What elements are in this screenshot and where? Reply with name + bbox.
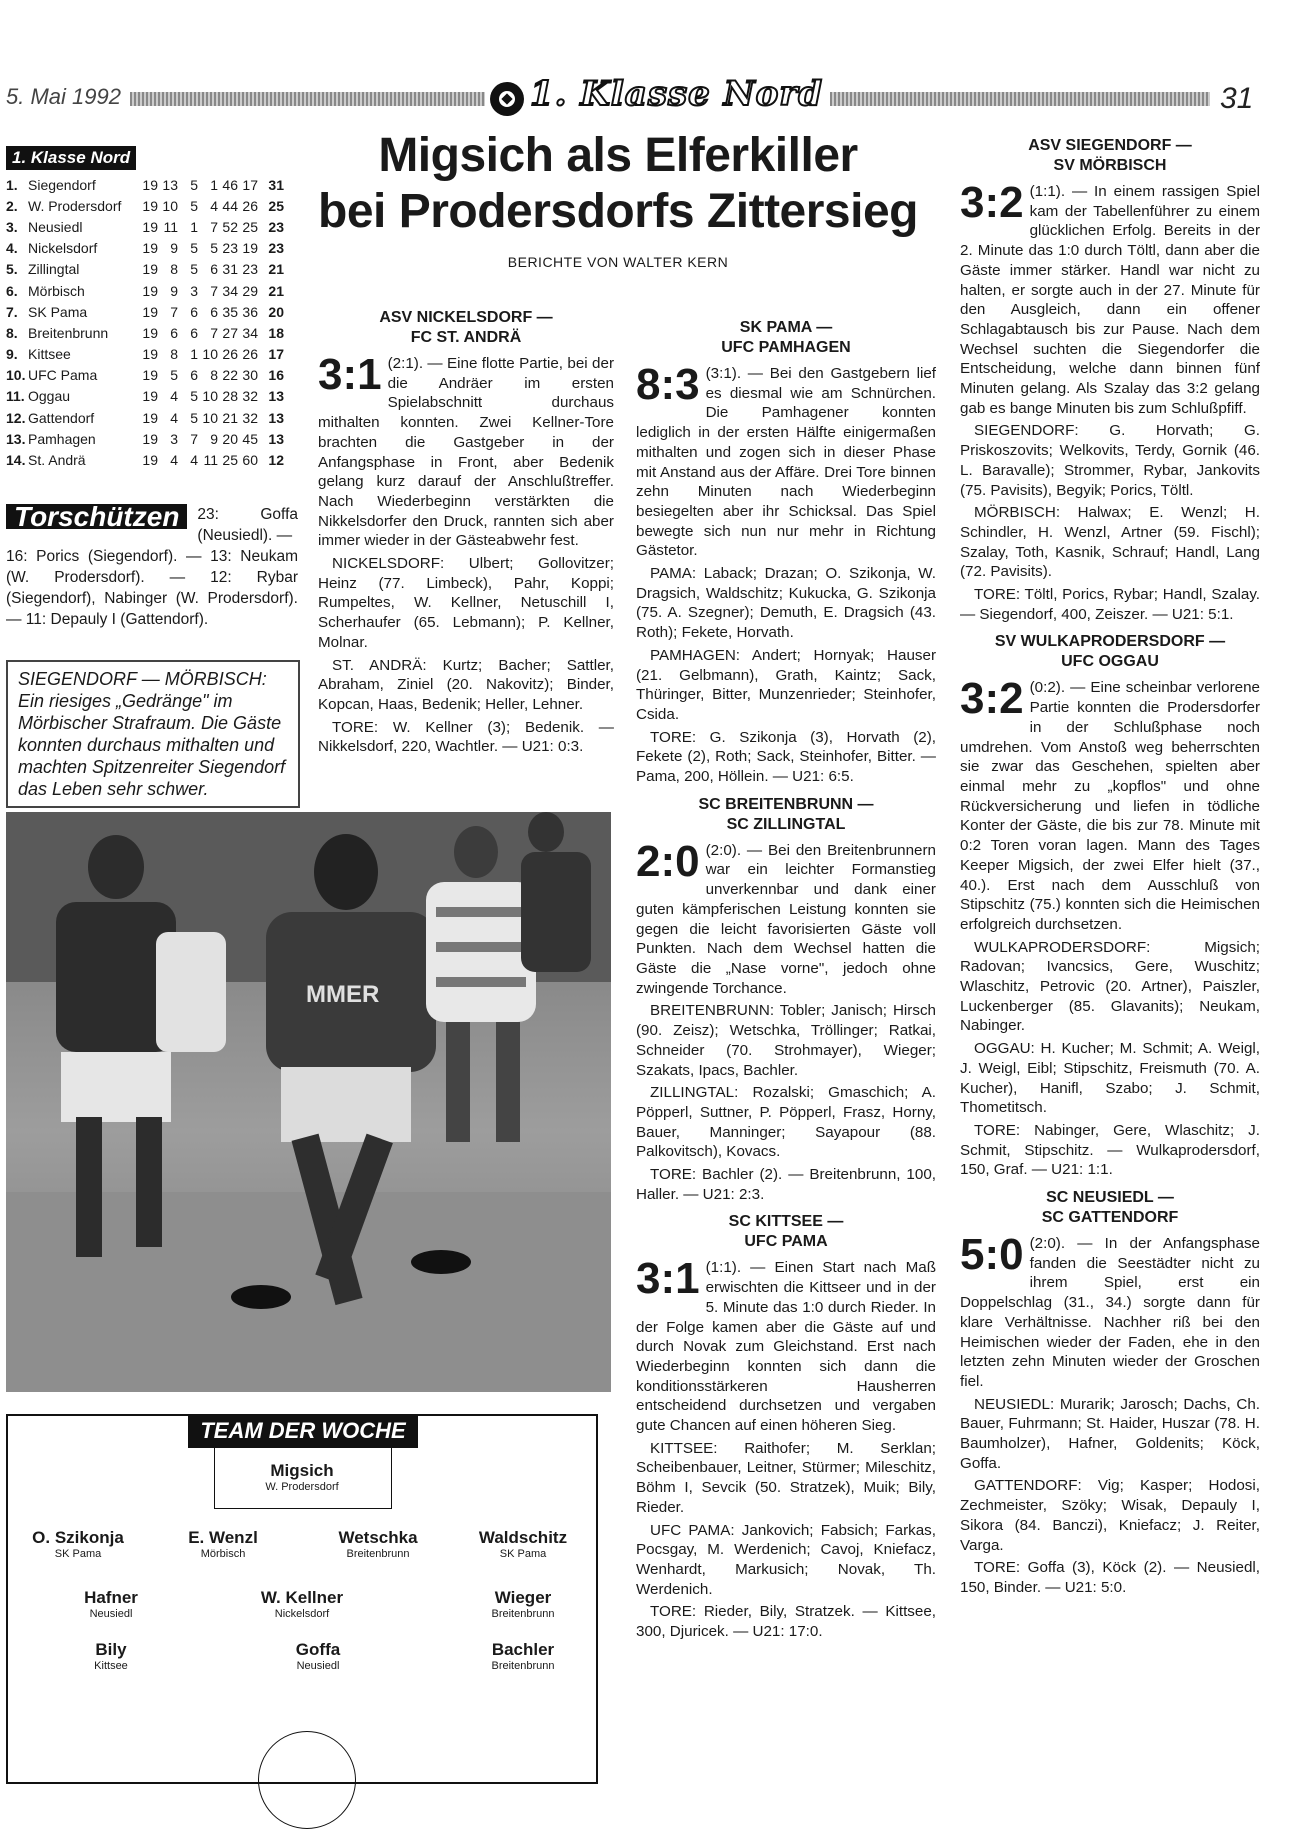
team-of-week-title: TEAM DER WOCHE	[188, 1414, 418, 1448]
player-name: Goffa	[295, 1640, 341, 1659]
player-10	[243, 1640, 393, 1672]
standings-cell-d: 5	[190, 388, 198, 405]
player-club: Mörbisch	[200, 1548, 246, 1560]
standings-cell-gf: 26	[222, 346, 238, 363]
player-5	[448, 1528, 598, 1560]
standings-cell-ga: 29	[242, 282, 258, 299]
standings-cell-w: 9	[170, 240, 178, 257]
header-rule-right	[830, 92, 1210, 106]
section-title: 1. Klasse Nord	[530, 74, 824, 114]
standings-row	[6, 259, 296, 280]
svg-text:MMER: MMER	[306, 981, 380, 1008]
match-report-neusiedl-gattendorf	[960, 1188, 1260, 1598]
match-away: FC ST. ANDRÄ	[410, 329, 522, 346]
standings-cell-pos: 9.	[6, 346, 18, 363]
standings-cell-l: 7	[210, 324, 218, 341]
match-report-kittsee-ufc-pama	[636, 1212, 936, 1641]
standings-cell-pos: 14.	[6, 452, 26, 469]
player-9	[36, 1640, 186, 1672]
standings-cell-pos: 3.	[6, 218, 18, 235]
standings-cell-w: 10	[162, 197, 178, 214]
match-report-breitenbrunn-zillingtal	[636, 795, 936, 1205]
player-club: W. Prodersdorf	[265, 1481, 339, 1493]
player-club: Breitenbrunn	[491, 1608, 555, 1620]
standings-cell-team: Oggau	[28, 388, 71, 405]
match-text: (2:1). — Eine flotte Partie, bei der die Andräer im ersten Spielabschnitt durchaus mithalten konnten. Zwei Kellner-Tore brachten die Gastgeber in der Anfangsphase in Front, aber Bedenik gelang kurz darauf der Anschlußtreffer. Nach Wiederbeginn verstärkten die Nikkelsdorfer den Druck, rannten sich aber immer wieder in der Gästeabwehr fest.	[318, 355, 614, 550]
standings-cell-ga: 34	[242, 324, 258, 341]
standings-cell-pts: 23	[268, 240, 284, 257]
headline-line-2: bei Prodersdorfs Zittersieg	[318, 185, 918, 238]
standings-cell-team: Siegendorf	[28, 176, 96, 193]
standings-cell-pts: 13	[268, 388, 284, 405]
match-text: (2:0). — Bei den Breitenbrunnern war ein leichter Formanstieg unverkennbar und dank einer guten kämpferischen Leistung konnten sie gegen die leicht favorisierten Gäste voll Punkten. Nach dem Wechsel hatten die Gäste die „Nase vorne", jedoch ohne zwingende Torchance.	[636, 841, 936, 997]
photo-caption: SIEGENDORF — MÖRBISCH: Ein riesiges „Gedränge" im Mörbischer Strafraum. Die Gäste konnten durchaus mithalten und machten Spitzenreiter Siegendorf das Leben sehr schwer.	[6, 660, 300, 808]
standings-cell-pos: 8.	[6, 324, 18, 341]
standings-cell-w: 5	[170, 367, 178, 384]
standings-cell-p: 19	[142, 240, 158, 257]
standings-cell-l: 5	[210, 240, 218, 257]
player-name: O. Szikonja	[32, 1528, 124, 1547]
standings-table	[6, 146, 296, 471]
standings-row	[6, 344, 296, 365]
standings-cell-l: 1	[210, 176, 218, 193]
match-away: SC ZILLINGTAL	[726, 815, 846, 833]
standings-cell-p: 19	[142, 430, 158, 447]
lineup-away: GATTENDORF: Vig; Kasper; Hodosi, Zechmeister, Szöky; Wisak, Depauly I, Sikora (84. Banczi), Kniefacz; J. Reiter, Varga.	[960, 1477, 1260, 1554]
standings-cell-ga: 30	[242, 367, 258, 384]
standings-cell-l: 7	[210, 218, 218, 235]
lineup-home: PAMA: Laback; Drazan; O. Szikonja, W. Dragsich, Waldschitz; Kukucka, G. Szikonja (75. A. Szegner); Demuth, E. Dragsich (43. Roth); Fekete, Horvath.	[636, 565, 936, 642]
match-text: (3:1). — Bei den Gastgebern lief es diesmal wie am Schnürchen. Die Pamhagener konnten lediglich in der ersten Hälfte einigermaßen mithalten und zogen sich in dieser Phase mit Anstand aus der Affäre. Drei Tore binnen zehn Minuten nach Wiederbeginn besiegelten aber ihr Schicksal. Das Spiel bewegte sich nun nur mehr in Richtung Gästetor.	[636, 365, 936, 560]
standings-cell-gf: 25	[222, 452, 238, 469]
goals: TORE: Töltl, Porics, Rybar; Handl, Szalay. — Siegendorf, 400, Zeiszer. — U21: 5:1.	[960, 586, 1260, 623]
team-of-week	[6, 1414, 598, 1784]
standings-row	[6, 195, 296, 216]
player-club: Kittsee	[94, 1660, 128, 1672]
standings-cell-pts: 13	[268, 430, 284, 447]
match-home: ASV SIEGENDORF —	[1028, 137, 1192, 154]
header-rule-left	[130, 92, 485, 106]
standings-row	[6, 280, 296, 301]
standings-cell-w: 11	[163, 218, 178, 235]
standings-cell-pts: 21	[268, 261, 284, 278]
standings-cell-team: Mörbisch	[28, 282, 85, 299]
standings-cell-pts: 20	[268, 303, 284, 320]
standings-row	[6, 386, 296, 407]
standings-cell-pts: 23	[268, 218, 284, 235]
standings-cell-p: 19	[142, 388, 158, 405]
player-name: W. Kellner	[260, 1588, 344, 1607]
standings-cell-p: 19	[142, 303, 158, 320]
standings-cell-w: 8	[170, 261, 178, 278]
standings-cell-d: 5	[190, 261, 198, 278]
standings-cell-l: 6	[210, 303, 218, 320]
standings-row	[6, 449, 296, 470]
standings-cell-pos: 2.	[6, 197, 18, 214]
player-name: Wetschka	[338, 1528, 418, 1547]
standings-cell-gf: 46	[222, 176, 238, 193]
standings-row	[6, 322, 296, 343]
standings-cell-l: 6	[210, 261, 218, 278]
standings-cell-p: 19	[142, 409, 158, 426]
scorers-text: 16: Porics (Siegendorf). — 13: Neukam (W. Prodersdorf). — 12: Rybar (Siegendorf), Nabinger (W. Prodersdorf). — 11: Depauly I (Gattendorf).	[6, 548, 298, 628]
match-home: SC KITTSEE —	[728, 1213, 844, 1231]
standings-cell-gf: 23	[222, 240, 238, 257]
lineup-away: ZILLINGTAL: Rozalski; Gmaschich; A. Pöpperl, Suttner, P. Pöpperl, Frasz, Horny, Bauer, Manninger; Sayapour (88. Palkovitsch), Kovacs.	[636, 1084, 936, 1161]
match-text: (1:1). — In einem rassigen Spiel kam der Tabellenführer zu einem glücklichen Erfolg. Bereits in der 2. Minute das 1:0 durch Töltl, dann aber die Gäste immer stärker. Handl war nicht zu halten, er sorgte auch in der 27. Minute für den Ausgleich, dann ein offener Schlagabtausch bis zur Pause. Nach dem Wechsel suchten die Siegendorfer die Entscheidung, welche dann binnen fünf Minuten gelang. Als Szalay das 3:2 gelang gab es bange Minuten bis zum Schlußpfiff.	[960, 183, 1260, 417]
player-7	[227, 1588, 377, 1620]
goals: TORE: Goffa (3), Köck (2). — Neusiedl, 150, Binder. — U21: 5:0.	[960, 1559, 1260, 1596]
goals: TORE: Rieder, Bily, Stratzek. — Kittsee, 300, Djuricek. — U21: 17:0.	[636, 1603, 936, 1641]
lineup-home: SIEGENDORF: G. Horvath; G. Priskoszovits; Welkovits, Terdy, Gornik (46. L. Baravalle); Strommer, Rybar, Jankovits (75. Pavisits), Begyik; Porics, Töltl.	[960, 422, 1260, 499]
lineup-away: OGGAU: H. Kucher; M. Schmit; A. Weigl, J. Weigl, Eibl; Stipschitz, Freismuth (70. A. Kucher), Hanifl, Szabo; J. Schmit, Thometitsch.	[960, 1040, 1260, 1117]
standings-cell-gf: 34	[222, 282, 238, 299]
lineup-home: WULKAPRODERSDORF: Migsich; Radovan; Ivancsics, Gere, Wuschitz; Wlaschitz, Petrovic (20. Artner), Paiszler, Luckenberger (85. Glavanits); Neukam, Nabinger.	[960, 938, 1260, 1035]
standings-cell-team: Gattendorf	[28, 409, 95, 426]
player-6	[36, 1588, 186, 1620]
player-club: Neusiedl	[89, 1608, 133, 1620]
player-name: Bachler	[491, 1640, 555, 1659]
standings-cell-ga: 23	[242, 261, 258, 278]
standings-cell-d: 6	[190, 367, 198, 384]
goals: TORE: G. Szikonja (3), Horvath (2), Fekete (2), Roth; Sack, Steinhofer, Bitter. — Pama, 200, Höllein. — U21: 6:5.	[636, 728, 936, 786]
football-icon	[490, 82, 524, 116]
standings-cell-w: 3	[170, 430, 178, 447]
standings-cell-d: 7	[190, 430, 198, 447]
standings-cell-p: 19	[142, 346, 158, 363]
standings-cell-team: W. Prodersdorf	[28, 197, 122, 214]
issue-date: 5. Mai 1992	[6, 84, 121, 109]
match-score: 3:1	[636, 1254, 700, 1304]
standings-cell-ga: 36	[242, 303, 258, 320]
standings-cell-p: 19	[142, 197, 158, 214]
column-3	[636, 310, 936, 1645]
standings-cell-ga: 60	[242, 452, 258, 469]
player-name: E. Wenzl	[188, 1528, 258, 1547]
standings-cell-pos: 6.	[6, 282, 18, 299]
standings-cell-ga: 26	[242, 197, 258, 214]
standings-cell-p: 19	[142, 218, 158, 235]
standings-cell-gf: 44	[222, 197, 238, 214]
player-club: Breitenbrunn	[491, 1660, 555, 1672]
standings-cell-ga: 17	[242, 176, 258, 193]
match-away: SV MÖRBISCH	[1053, 157, 1167, 174]
standings-cell-ga: 32	[242, 388, 258, 405]
standings-cell-pos: 1.	[6, 176, 18, 193]
match-photo	[6, 812, 611, 1392]
lineup-home: KITTSEE: Raithofer; M. Serklan; Scheibenbauer, Leitner, Stürmer; Mileschitz, Böhm I, Sevcik (50. Stratzek), Muik; Bily, Rieder.	[636, 1439, 936, 1516]
players-illustration	[6, 812, 611, 1392]
standings-cell-l: 10	[202, 346, 218, 363]
scorers-box	[6, 501, 298, 630]
standings-cell-l: 7	[210, 282, 218, 299]
match-score: 8:3	[636, 360, 700, 409]
match-text: (1:1). — Einen Start nach Maß erwischten die Kittseer und in der 5. Minute das 1:0 durch Rieder. In der Folge kamen aber die Gäste auf und durch Novak zum Gleichstand. Erst nach Wiederbeginn konnten sich dann die konditionsstärkeren Hausherren entscheidend durchsetzen und vergaben gute Chancen auf einen höheren Sieg.	[636, 1259, 936, 1435]
standings-cell-pos: 13.	[6, 430, 26, 447]
column-4	[960, 136, 1260, 1601]
standings-cell-d: 1	[190, 218, 198, 235]
lineup-home: NEUSIEDL: Murarik; Jarosch; Dachs, Ch. Bauer, Fuhrmann; St. Haider, Huszar (78. H. Baumholzer), Hafner, Goldenits; Köck, Goffa.	[960, 1395, 1260, 1472]
player-club: Neusiedl	[296, 1660, 340, 1672]
standings-cell-w: 4	[170, 409, 178, 426]
standings-cell-d: 6	[190, 303, 198, 320]
scorers-lead: 23: Goffa (Neusiedl). —	[197, 506, 298, 544]
lineup-home: BREITENBRUNN: Tobler; Janisch; Hirsch (90. Zeisz); Wetschka, Tröllinger; Ratkai, Schneider (70. Strohmayer), Wieger; Szakats, Ipacs, Bachler.	[636, 1002, 936, 1079]
centre-circle	[258, 1731, 356, 1829]
standings-cell-l: 11	[203, 452, 218, 469]
goals: TORE: W. Kellner (3); Bedenik. — Nikkelsdorf, 220, Wachtler. — U21: 0:3.	[318, 718, 614, 756]
player-club: Breitenbrunn	[346, 1548, 410, 1560]
match-home: SK PAMA —	[739, 319, 833, 336]
player-4	[303, 1528, 453, 1560]
standings-cell-w: 4	[170, 388, 178, 405]
standings-cell-gf: 31	[222, 261, 238, 278]
match-report-siegendorf-moerbisch	[960, 136, 1260, 624]
standings-cell-team: Nickelsdorf	[28, 240, 98, 257]
standings-cell-w: 7	[170, 303, 178, 320]
standings-cell-pos: 10.	[6, 367, 26, 384]
match-score: 3:2	[960, 674, 1024, 724]
standings-cell-pos: 12.	[6, 409, 26, 426]
player-name: Hafner	[84, 1588, 138, 1607]
standings-cell-w: 8	[170, 346, 178, 363]
standings-cell-d: 1	[190, 346, 198, 363]
match-report-wulkaprodersdorf-oggau	[960, 632, 1260, 1180]
standings-cell-gf: 52	[222, 218, 238, 235]
player-name: Migsich	[270, 1461, 334, 1480]
standings-row	[6, 216, 296, 237]
scorers-title: Torschützen	[6, 504, 187, 529]
lineup-away: PAMHAGEN: Andert; Hornyak; Hauser (21. Gelbmann), Grath, Kaintz; Sack, Thüringer, Bitter, Munzenrieder; Steinhofer, Csida.	[636, 646, 936, 723]
standings-cell-w: 13	[162, 176, 178, 193]
standings-cell-ga: 26	[242, 346, 258, 363]
standings-rows	[6, 174, 296, 471]
standings-cell-ga: 25	[242, 218, 258, 235]
lineup-home: NICKELSDORF: Ulbert; Gollovitzer; Heinz (77. Limbeck), Pahr, Koppi; Rumpeltes, W. Kellner, Netuschill I, Scherhaufer (65. Lebmann); P. Kellner, Molnar.	[318, 555, 614, 651]
standings-cell-l: 4	[210, 197, 218, 214]
match-home: ASV NICKELSDORF —	[379, 309, 553, 326]
standings-cell-p: 19	[142, 452, 158, 469]
standings-cell-team: Zillingtal	[28, 261, 80, 278]
goals: TORE: Bachler (2). — Breitenbrunn, 100, Haller. — U21: 2:3.	[636, 1166, 936, 1203]
match-text: (0:2). — Eine scheinbar verlorene Partie konnten die Prodersdorfer in der Schlußphase noch umdrehen. Vom Anstoß weg beherrschten sie zwar das Geschehen, spielten aber einmal mehr zu „kopflos" und ohne Rückversicherung und liefen in tödliche Konter der Gäste, die bis zur 78. Minute mit 0:2 Toren voran lagen. Mann des Tages Keeper Migsich, der zwei Elfer hielt (37., 40.). Erst nach dem Ausschluß von Stipschitz (75.) konnten sich die Heimischen erfolgreich durchsetzen.	[960, 679, 1260, 933]
player-name: Waldschitz	[478, 1528, 568, 1547]
match-home: SC BREITENBRUNN —	[698, 795, 874, 813]
standings-cell-p: 19	[142, 324, 158, 341]
standings-cell-d: 5	[190, 409, 198, 426]
standings-cell-pts: 18	[268, 324, 284, 341]
player-8	[448, 1588, 598, 1620]
standings-cell-pts: 12	[268, 452, 284, 469]
standings-cell-pts: 17	[268, 346, 284, 363]
match-away: UFC PAMHAGEN	[721, 339, 851, 356]
lineup-away: MÖRBISCH: Halwax; E. Wenzl; H. Schindler, H. Wenzl, Artner (59. Fischl); Szalay, Toth, Kasnik, Schrauf; Handl, Lang (72. Pavisits).	[960, 504, 1260, 581]
match-score: 5:0	[960, 1230, 1024, 1280]
player-name: Wieger	[494, 1588, 552, 1607]
match-score: 3:2	[960, 178, 1024, 227]
standings-cell-w: 4	[170, 452, 178, 469]
standings-row	[6, 428, 296, 449]
standings-cell-pos: 7.	[6, 303, 18, 320]
player-club: SK Pama	[54, 1548, 102, 1560]
standings-cell-w: 9	[170, 282, 178, 299]
standings-row	[6, 238, 296, 259]
standings-cell-d: 4	[190, 452, 198, 469]
match-away: UFC OGGAU	[1061, 653, 1159, 671]
match-away: UFC PAMA	[744, 1233, 828, 1251]
standings-cell-ga: 32	[242, 409, 258, 426]
match-home: SV WULKAPRODERSDORF —	[994, 633, 1226, 651]
player-name: Bily	[95, 1640, 127, 1659]
standings-cell-l: 10	[202, 388, 218, 405]
standings-cell-gf: 22	[222, 367, 238, 384]
standings-cell-gf: 27	[222, 324, 238, 341]
player-1	[227, 1461, 377, 1493]
player-club: Nickelsdorf	[274, 1608, 330, 1620]
standings-cell-pts: 25	[268, 197, 284, 214]
standings-cell-pts: 21	[268, 282, 284, 299]
standings-cell-w: 6	[170, 324, 178, 341]
headline-block	[318, 128, 918, 270]
player-11	[448, 1640, 598, 1672]
match-away: SC GATTENDORF	[1041, 1209, 1179, 1227]
goals: TORE: Nabinger, Gere, Wlaschitz; J. Schmit, Stipschitz. — Wulkaprodersdorf, 150, Graf. — U21: 1:1.	[960, 1121, 1260, 1179]
standings-row	[6, 174, 296, 195]
player-3	[148, 1528, 298, 1560]
standings-cell-d: 5	[190, 197, 198, 214]
standings-cell-ga: 19	[242, 240, 258, 257]
match-score: 2:0	[636, 836, 700, 886]
match-report-nickelsdorf	[318, 300, 614, 760]
standings-cell-team: Pamhagen	[28, 430, 96, 447]
standings-cell-p: 19	[142, 367, 158, 384]
standings-cell-gf: 28	[222, 388, 238, 405]
standings-cell-team: UFC Pama	[28, 367, 98, 384]
standings-cell-pos: 4.	[6, 240, 18, 257]
standings-cell-p: 19	[142, 261, 158, 278]
standings-cell-team: SK Pama	[28, 303, 88, 320]
standings-cell-team: Breitenbrunn	[28, 324, 109, 341]
standings-cell-team: Neusiedl	[28, 218, 83, 235]
standings-cell-pts: 16	[268, 367, 284, 384]
standings-cell-gf: 20	[222, 430, 238, 447]
match-report-pama-pamhagen	[636, 318, 936, 787]
lineup-away: UFC PAMA: Jankovich; Fabsich; Farkas, Pocsgay, M. Werdenich; Cavoj, Kniefacz, Wenhardt, Markusich; Novak, Th. Werdenich.	[636, 1521, 936, 1598]
standings-cell-d: 3	[190, 282, 198, 299]
match-home: SC NEUSIEDL —	[1046, 1189, 1174, 1207]
page-number: 31	[1220, 82, 1254, 115]
standings-title: 1. Klasse Nord	[6, 146, 136, 170]
standings-cell-pts: 13	[268, 409, 284, 426]
standings-cell-p: 19	[142, 176, 158, 193]
standings-cell-pos: 5.	[6, 261, 18, 278]
standings-cell-p: 19	[142, 282, 158, 299]
standings-row	[6, 301, 296, 322]
match-score: 3:1	[318, 350, 382, 399]
standings-cell-team: Kittsee	[28, 346, 71, 363]
standings-cell-l: 9	[210, 430, 218, 447]
match-text: (2:0). — In der Anfangsphase fanden die Seestädter nicht zu ihrem Spiel, erst ein Doppelschlag (31., 34.) sorgte dann für klare Verhältnisse. Nachher riß bei den Heimischen wieder der Faden, ehe in den letzten zehn Minuten wieder der Groschen fiel.	[960, 1235, 1260, 1390]
standings-cell-d: 5	[190, 240, 198, 257]
standings-cell-pos: 11.	[6, 388, 25, 405]
standings-row	[6, 407, 296, 428]
standings-cell-pts: 31	[268, 176, 284, 193]
standings-cell-d: 6	[190, 324, 198, 341]
player-club: SK Pama	[499, 1548, 547, 1560]
standings-row	[6, 365, 296, 386]
standings-cell-gf: 21	[222, 409, 238, 426]
headline-line-1: Migsich als Elferkiller	[378, 129, 858, 182]
standings-cell-ga: 45	[242, 430, 258, 447]
standings-cell-d: 5	[190, 176, 198, 193]
standings-cell-l: 10	[202, 409, 218, 426]
player-2	[3, 1528, 153, 1560]
standings-cell-gf: 35	[222, 303, 238, 320]
standings-cell-team: St. Andrä	[28, 452, 86, 469]
standings-cell-l: 8	[210, 367, 218, 384]
byline: BERICHTE VON WALTER KERN	[507, 254, 729, 270]
lineup-away: ST. ANDRÄ: Kurtz; Bacher; Sattler, Abraham, Ziniel (20. Nakovitz); Binder, Kopcan, Haas, Bedenik; Heller, Lehner.	[318, 656, 614, 713]
